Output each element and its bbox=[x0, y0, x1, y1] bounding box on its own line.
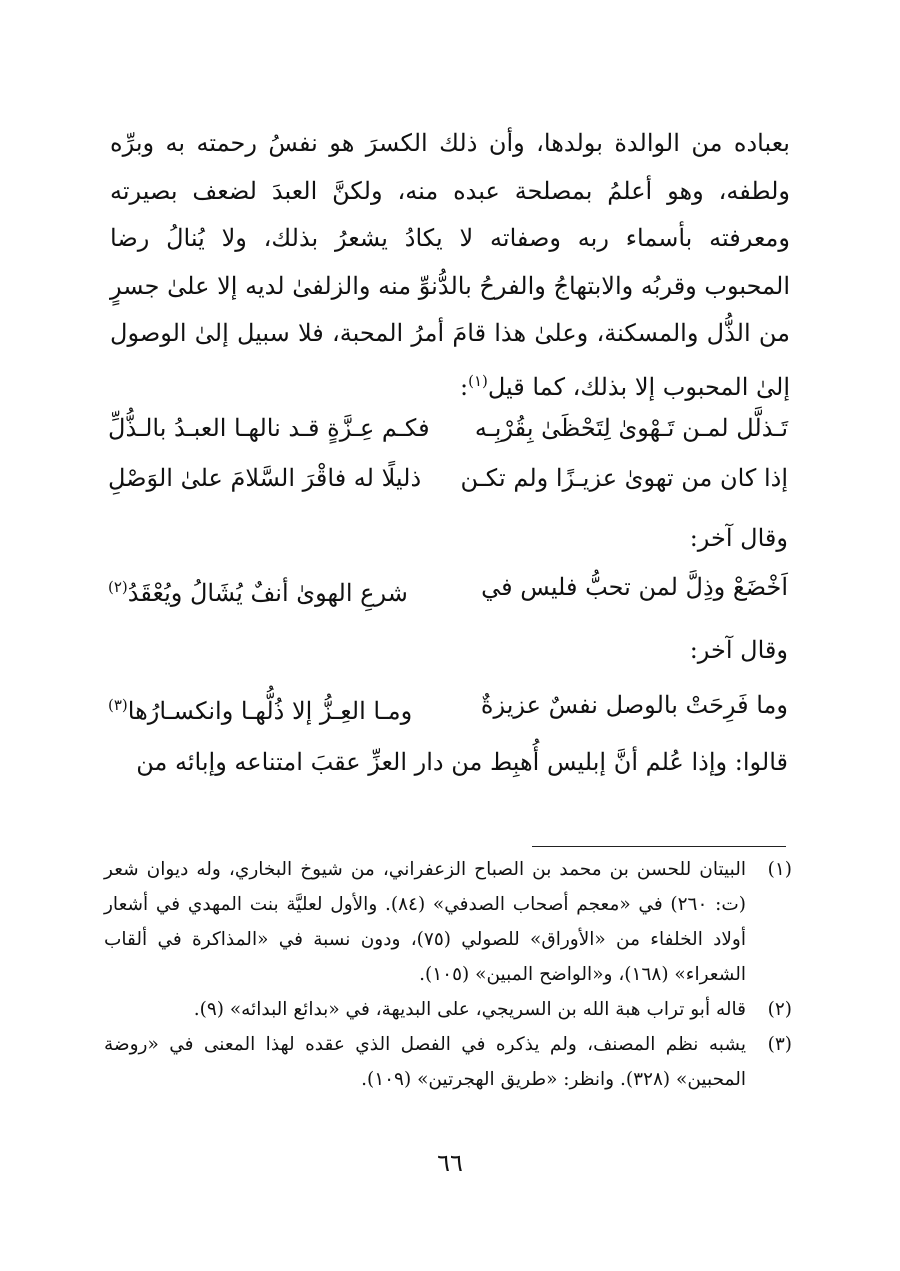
footnotes bbox=[104, 852, 792, 1097]
verse-intro: وقال آخر: bbox=[689, 636, 788, 664]
body-paragraph bbox=[110, 120, 790, 411]
verse-hemistich-first: تَـذلَّل لمـن تَـهْوىٰ لِتَحْظَىٰ بِقُرْبِـه bbox=[474, 414, 788, 442]
verse-hemistich-second: ذليلًا له فاقْرَ السَّلامَ علىٰ الوَصْلِ bbox=[108, 464, 422, 492]
verse-text: شرعِ الهوىٰ أنفٌ يُشَالُ ويُعْقَدُ bbox=[127, 579, 408, 607]
footnote bbox=[104, 852, 792, 992]
poem-verse bbox=[108, 562, 788, 612]
verse-hemistich-first: اَخْضَعْ وذِلَّ لمن تحبُّ فليس في bbox=[481, 573, 788, 601]
poem-verse bbox=[108, 403, 788, 453]
paragraph-text: بعباده من الوالدة بولدها، وأن ذلك الكسرَ هو نفسُ رحمته به وبرِّه ولطفه، وهو أعلمُ بمصلحة عبده منه، ولكنَّ العبدَ لضعف بصيرته ومعرفته بأسماء ربه وصفاته لا يكادُ يشعرُ بذلك، ولا يُنالُ رضا المحبوب وقربُه والابتهاجُ والفرحُ بالدُّنوِّ منه والزلفىٰ لديه إلا علىٰ جسرٍ من الذُّل والمسكنة، وعلىٰ هذا قامَ أمرُ المحبة، فلا سبيل إلىٰ الوصول إلىٰ المحبوب إلا بذلك، كما قيل bbox=[110, 129, 790, 401]
poem-verse bbox=[108, 453, 788, 503]
verse-hemistich-first: إذا كان من تهوىٰ عزيـزًا ولم تكـن bbox=[460, 464, 788, 492]
footnote-number: (٣) bbox=[767, 1034, 792, 1055]
verse-intro: وقال آخر: bbox=[689, 524, 788, 552]
footnote-number: (١) bbox=[767, 859, 792, 880]
verse-hemistich-first: وما فَرِحَتْ بالوصل نفسٌ عزيزةٌ bbox=[480, 691, 788, 719]
verse-hemistich-second bbox=[108, 680, 412, 736]
footnote-number: (٢) bbox=[767, 999, 792, 1020]
page-number: ٦٦ bbox=[437, 1149, 463, 1177]
footnote bbox=[104, 992, 792, 1027]
footnote bbox=[104, 1027, 792, 1097]
footnote-separator bbox=[532, 846, 786, 847]
footnote-ref[interactable]: (٣) bbox=[108, 696, 128, 714]
footnote-ref[interactable]: (٢) bbox=[108, 578, 128, 596]
footnote-text: يشبه نظم المصنف، ولم يذكره في الفصل الذي عقده لهذا المعنى في «روضة المحبين» (٣٢٨). وانظر: «طريق الهجرتين» (١٠٩). bbox=[104, 1034, 746, 1090]
verse-text: ومـا العِـزُّ إلا ذُلُّهـا وانكسـارُها bbox=[127, 697, 413, 725]
paragraph-end: : bbox=[459, 372, 469, 401]
footnote-text: البيتان للحسن بن محمد بن الصباح الزعفراني، من شيوخ البخاري، وله ديوان شعر (ت: ٢٦٠) في «معجم أصحاب الصدفي» (٨٤). والأول لعليَّة بنت المهدي في أشعار أولاد الخلفاء من «الأوراق» للصولي (٧٥)، ودون نسبة في «المذاكرة في ألقاب الشعراء» (١٦٨)، و«الواضح المبين» (١٠٥). bbox=[104, 859, 747, 985]
footnote-text: قاله أبو تراب هبة الله بن السريجي، على البديهة، في «بدائع البدائه» (٩). bbox=[193, 999, 746, 1020]
verse-hemistich-second: فكـم عِـزَّةٍ قـد نالهـا العبـدُ بالـذُّلِّ bbox=[108, 414, 430, 442]
poem-verse bbox=[108, 680, 788, 730]
body-paragraph: قالوا: وإذا عُلم أنَّ إبليس أُهبِط من دار العزِّ عقبَ امتناعه وإبائه من bbox=[136, 748, 788, 776]
verse-hemistich-second bbox=[108, 562, 408, 618]
footnote-ref[interactable]: (١) bbox=[468, 371, 488, 390]
